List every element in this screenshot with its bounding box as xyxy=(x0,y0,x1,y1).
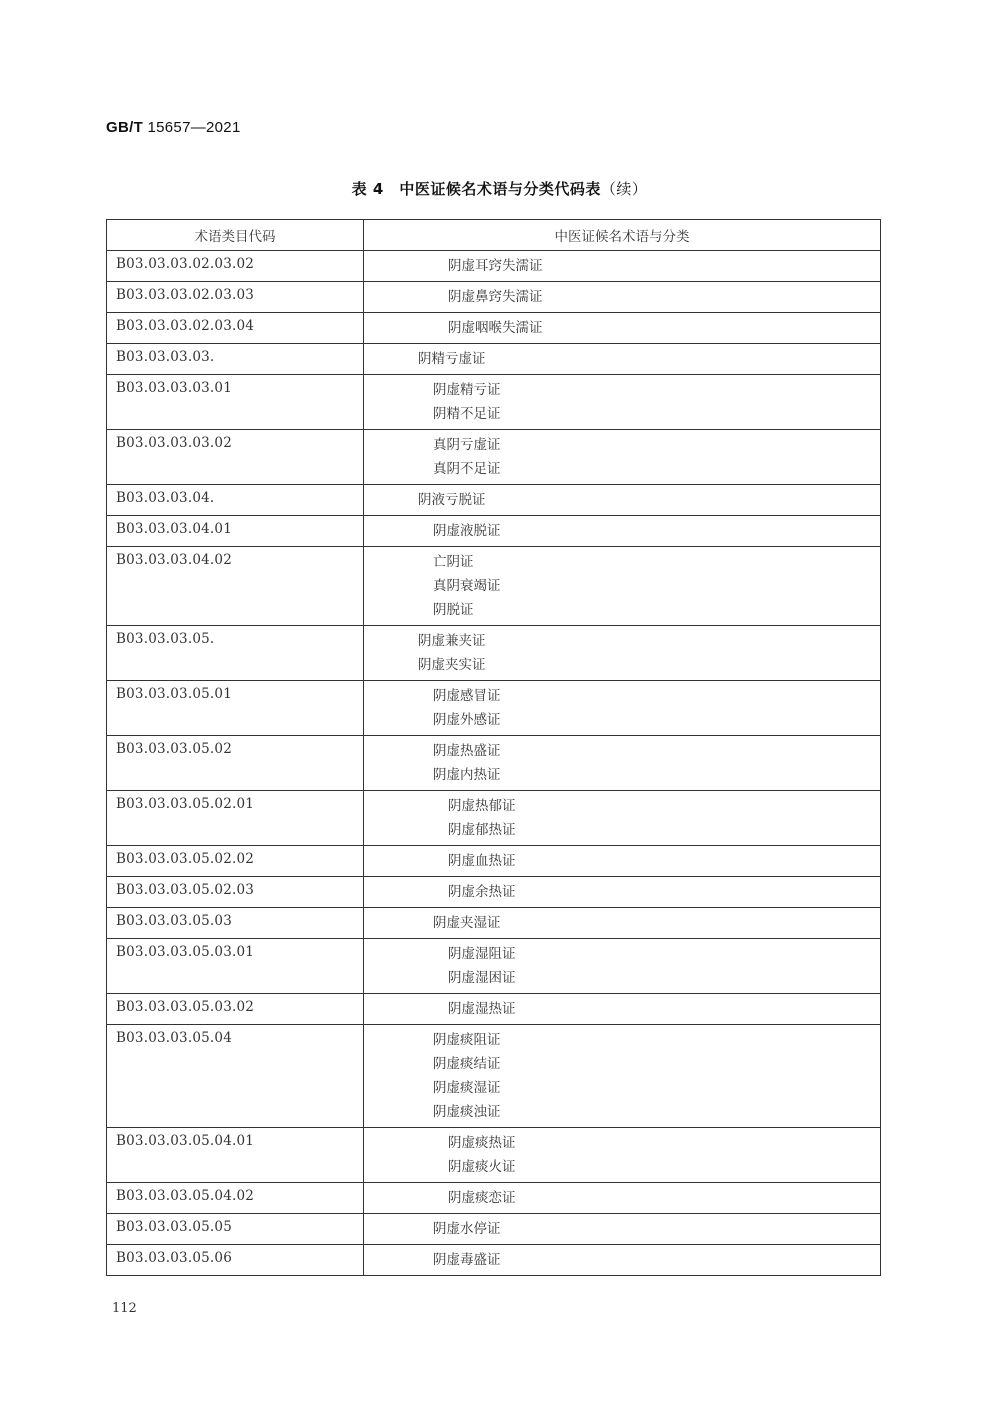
standard-prefix: GB/T xyxy=(106,119,144,136)
table-row xyxy=(107,681,881,736)
term-name: 阴虚痰浊证 xyxy=(433,1104,501,1120)
term-name: 阴虚热郁证 xyxy=(448,798,516,814)
term-names-cell xyxy=(364,994,881,1025)
term-name: 真阴衰竭证 xyxy=(433,578,501,594)
table-row xyxy=(107,547,881,626)
table-row xyxy=(107,939,881,994)
table-row xyxy=(107,1183,881,1214)
term-names-cell xyxy=(364,313,881,344)
term-code-cell: B03.03.03.05.05 xyxy=(107,1214,364,1245)
table-row xyxy=(107,1025,881,1128)
table-row xyxy=(107,375,881,430)
term-name: 阴虚兼夹证 xyxy=(418,633,486,649)
standard-number xyxy=(106,119,241,136)
term-name: 阴精不足证 xyxy=(433,406,501,422)
term-names-cell xyxy=(364,485,881,516)
term-name: 阴虚热盛证 xyxy=(433,743,501,759)
table-row xyxy=(107,485,881,516)
table-caption xyxy=(0,178,999,199)
table-body xyxy=(107,251,881,1276)
term-names-cell xyxy=(364,908,881,939)
term-names-cell xyxy=(364,1183,881,1214)
term-name: 阴虚夹湿证 xyxy=(433,915,501,931)
term-names-cell xyxy=(364,251,881,282)
term-name: 阴虚痰热证 xyxy=(448,1135,516,1151)
term-name: 阴精亏虚证 xyxy=(418,351,486,367)
table-row xyxy=(107,251,881,282)
term-names-cell xyxy=(364,516,881,547)
table-header-row xyxy=(107,220,881,251)
table-row xyxy=(107,1245,881,1276)
term-name: 阴虚精亏证 xyxy=(433,382,501,398)
term-name: 阴脱证 xyxy=(433,602,474,618)
table-row xyxy=(107,344,881,375)
table-row xyxy=(107,908,881,939)
term-code-cell: B03.03.03.05.02.02 xyxy=(107,846,364,877)
term-name: 阴虚郁热证 xyxy=(448,822,516,838)
term-names-cell xyxy=(364,1025,881,1128)
term-name: 阴虚咽喉失濡证 xyxy=(448,320,543,336)
term-name: 阴虚液脱证 xyxy=(433,523,501,539)
term-code-cell: B03.03.03.03.02 xyxy=(107,430,364,485)
table-row xyxy=(107,313,881,344)
term-name: 阴虚夹实证 xyxy=(418,657,486,673)
term-names-cell xyxy=(364,547,881,626)
term-code-cell: B03.03.03.05.02 xyxy=(107,736,364,791)
term-code-cell: B03.03.03.05.06 xyxy=(107,1245,364,1276)
table-row xyxy=(107,516,881,547)
term-code-cell: B03.03.03.05.04.01 xyxy=(107,1128,364,1183)
term-code-cell: B03.03.03.04. xyxy=(107,485,364,516)
terms-table xyxy=(106,219,881,1276)
term-name: 真阴亏虚证 xyxy=(433,437,501,453)
table-row xyxy=(107,846,881,877)
term-name: 阴虚余热证 xyxy=(448,884,516,900)
column-header-term: 中医证候名术语与分类 xyxy=(364,220,881,251)
term-name: 阴虚湿热证 xyxy=(448,1001,516,1017)
term-code-cell: B03.03.03.02.03.02 xyxy=(107,251,364,282)
term-name: 阴虚湿困证 xyxy=(448,970,516,986)
table-row xyxy=(107,791,881,846)
table-row xyxy=(107,736,881,791)
term-names-cell xyxy=(364,791,881,846)
table-row xyxy=(107,1214,881,1245)
term-names-cell xyxy=(364,877,881,908)
table-row xyxy=(107,1128,881,1183)
term-names-cell xyxy=(364,430,881,485)
term-names-cell xyxy=(364,344,881,375)
term-names-cell xyxy=(364,1128,881,1183)
term-name: 阴虚感冒证 xyxy=(433,688,501,704)
term-code-cell: B03.03.03.04.02 xyxy=(107,547,364,626)
term-code-cell: B03.03.03.03. xyxy=(107,344,364,375)
table-title: 表 4 中医证候名术语与分类代码表 xyxy=(351,180,601,198)
term-name: 阴虚痰湿证 xyxy=(433,1080,501,1096)
term-names-cell xyxy=(364,282,881,313)
term-code-cell: B03.03.03.05.01 xyxy=(107,681,364,736)
term-code-cell: B03.03.03.05.03.01 xyxy=(107,939,364,994)
term-names-cell xyxy=(364,1214,881,1245)
term-names-cell xyxy=(364,736,881,791)
term-name: 阴液亏脱证 xyxy=(418,492,486,508)
term-name: 阴虚毒盛证 xyxy=(433,1252,501,1268)
column-header-code: 术语类目代码 xyxy=(107,220,364,251)
standard-code: 15657—2021 xyxy=(147,119,241,136)
term-name: 真阴不足证 xyxy=(433,461,501,477)
table-continued-label: （续） xyxy=(600,180,648,198)
term-code-cell: B03.03.03.05.03.02 xyxy=(107,994,364,1025)
table-row xyxy=(107,282,881,313)
term-names-cell xyxy=(364,939,881,994)
table-row xyxy=(107,626,881,681)
page-number: 112 xyxy=(112,1301,137,1316)
term-code-cell: B03.03.03.05.03 xyxy=(107,908,364,939)
term-name: 阴虚痰阻证 xyxy=(433,1032,501,1048)
term-name: 阴虚外感证 xyxy=(433,712,501,728)
term-code-cell: B03.03.03.04.01 xyxy=(107,516,364,547)
term-code-cell: B03.03.03.05.02.01 xyxy=(107,791,364,846)
table-row xyxy=(107,430,881,485)
term-name: 阴虚内热证 xyxy=(433,767,501,783)
term-name: 阴虚痰恋证 xyxy=(448,1190,516,1206)
term-names-cell xyxy=(364,375,881,430)
term-code-cell: B03.03.03.05.04 xyxy=(107,1025,364,1128)
table-row xyxy=(107,994,881,1025)
term-name: 阴虚血热证 xyxy=(448,853,516,869)
term-code-cell: B03.03.03.02.03.04 xyxy=(107,313,364,344)
term-code-cell: B03.03.03.05. xyxy=(107,626,364,681)
term-name: 亡阴证 xyxy=(433,554,474,570)
term-code-cell: B03.03.03.05.04.02 xyxy=(107,1183,364,1214)
term-code-cell: B03.03.03.05.02.03 xyxy=(107,877,364,908)
term-name: 阴虚鼻窍失濡证 xyxy=(448,289,543,305)
term-code-cell: B03.03.03.03.01 xyxy=(107,375,364,430)
table-row xyxy=(107,877,881,908)
term-names-cell xyxy=(364,681,881,736)
term-names-cell xyxy=(364,1245,881,1276)
term-name: 阴虚湿阻证 xyxy=(448,946,516,962)
term-name: 阴虚耳窍失濡证 xyxy=(448,258,543,274)
term-names-cell xyxy=(364,626,881,681)
term-name: 阴虚水停证 xyxy=(433,1221,501,1237)
term-names-cell xyxy=(364,846,881,877)
term-code-cell: B03.03.03.02.03.03 xyxy=(107,282,364,313)
term-name: 阴虚痰结证 xyxy=(433,1056,501,1072)
term-name: 阴虚痰火证 xyxy=(448,1159,516,1175)
